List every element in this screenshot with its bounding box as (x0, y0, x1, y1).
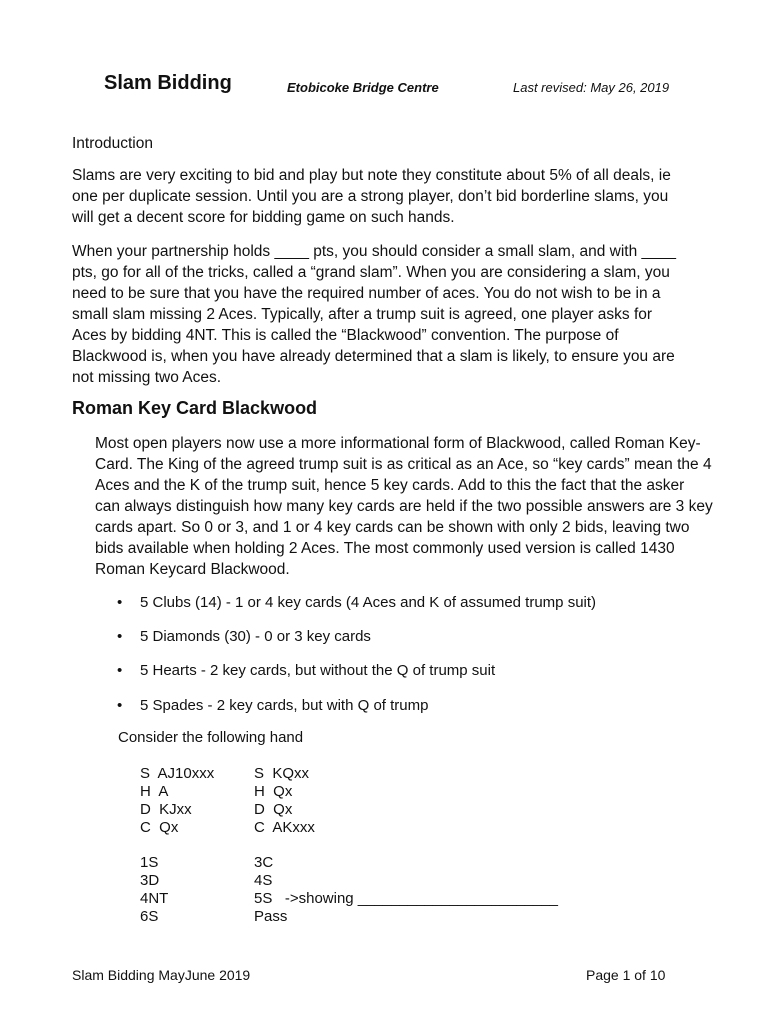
hand-suit-line: D KJxx (140, 801, 192, 818)
text-line: small slam missing 2 Aces. Typically, after a trump suit is agreed, one player asks for (72, 306, 653, 323)
text-line: Card. The King of the agreed trump suit is as critical as an Ace, so “key cards” mean the 4 (95, 456, 712, 473)
list-item (117, 662, 495, 679)
text-line: will get a decent score for bidding game on such hands. (72, 209, 455, 226)
hand-suit-line: C Qx (140, 819, 179, 836)
text-line: Aces and the K of the trump suit, hence 5 key cards. Add to this the fact that the asker (95, 477, 685, 494)
revision-date: Last revised: May 26, 2019 (513, 80, 670, 95)
text-line: Aces by bidding 4NT. This is called the “Blackwood” convention. The purpose of (72, 327, 619, 344)
list-item (117, 594, 596, 611)
hand-suit-line: D Qx (254, 801, 293, 818)
text-line: one per duplicate session. Until you are a strong player, don’t bid borderline slams, you (72, 188, 669, 205)
footer-doc-title: Slam Bidding MayJune 2019 (72, 967, 251, 983)
list-item-text: 5 Diamonds (30) - 0 or 3 key cards (140, 628, 371, 645)
text-line: not missing two Aces. (72, 369, 222, 386)
hand-suit-line: S AJ10xxx (140, 765, 215, 782)
text-line: Slams are very exciting to bid and play but note they constitute about 5% of all deals, ie (72, 167, 671, 184)
list-item-text: 5 Clubs (14) - 1 or 4 key cards (4 Aces and K of assumed trump suit) (140, 594, 597, 611)
list-item-text: 5 Hearts - 2 key cards, but without the Q of trump suit (140, 662, 496, 679)
bullet-icon: • (117, 697, 123, 714)
hand-suit-line: S KQxx (254, 765, 310, 782)
intro-paragraph-1 (72, 165, 672, 228)
text-line: When your partnership holds ____ pts, you should consider a small slam, and with ____ (72, 243, 676, 260)
bid: 6S (140, 908, 159, 925)
hand-suit-line: C AKxxx (254, 819, 315, 836)
list-item (117, 628, 371, 645)
bid: 5S ->showing ________________________ (254, 890, 559, 907)
text-line: need to be sure that you have the required number of aces. You do not wish to be in a (72, 285, 661, 302)
text-line: Roman Keycard Blackwood. (95, 561, 290, 578)
bullet-icon: • (117, 662, 123, 679)
bid: 1S (140, 854, 159, 871)
intro-paragraph-2 (72, 241, 676, 388)
bid: 3C (254, 854, 274, 871)
hand-suit-line: H Qx (254, 783, 293, 800)
organization-name: Etobicoke Bridge Centre (287, 80, 439, 95)
rkcb-paragraph (95, 433, 713, 580)
hand-suit-line: H A (140, 783, 169, 800)
consider-text: Consider the following hand (118, 729, 304, 746)
auction-west (140, 854, 168, 926)
text-line: can always distinguish how many key cards are held if the two possible answers are 3 key (95, 498, 713, 515)
bid: Pass (254, 908, 288, 925)
page-title: Slam Bidding (104, 72, 232, 94)
section-heading-rkcb: Roman Key Card Blackwood (72, 398, 318, 418)
footer-page-number: Page 1 of 10 (586, 967, 666, 983)
bullet-icon: • (117, 594, 123, 611)
text-line: cards apart. So 0 or 3, and 1 or 4 key cards can be shown with only 2 bids, leaving two (95, 519, 690, 536)
list-item (117, 697, 428, 714)
bid: 4NT (140, 890, 169, 907)
bid: 4S (254, 872, 273, 889)
bullet-icon: • (117, 628, 123, 645)
bid: 3D (140, 872, 160, 889)
hand-east (254, 765, 315, 837)
text-line: Most open players now use a more informational form of Blackwood, called Roman Key- (95, 435, 701, 452)
list-item-text: 5 Spades - 2 key cards, but with Q of trump (140, 697, 429, 714)
text-line: pts, go for all of the tricks, called a “grand slam”. When you are considering a slam, you (72, 264, 670, 281)
introduction-heading: Introduction (72, 135, 153, 152)
text-line: Blackwood is, when you have already determined that a slam is likely, to ensure you are (72, 348, 675, 365)
auction-east (254, 854, 558, 926)
hand-west (140, 765, 214, 837)
text-line: bids available when holding 2 Aces. The most commonly used version is called 1430 (95, 540, 675, 557)
